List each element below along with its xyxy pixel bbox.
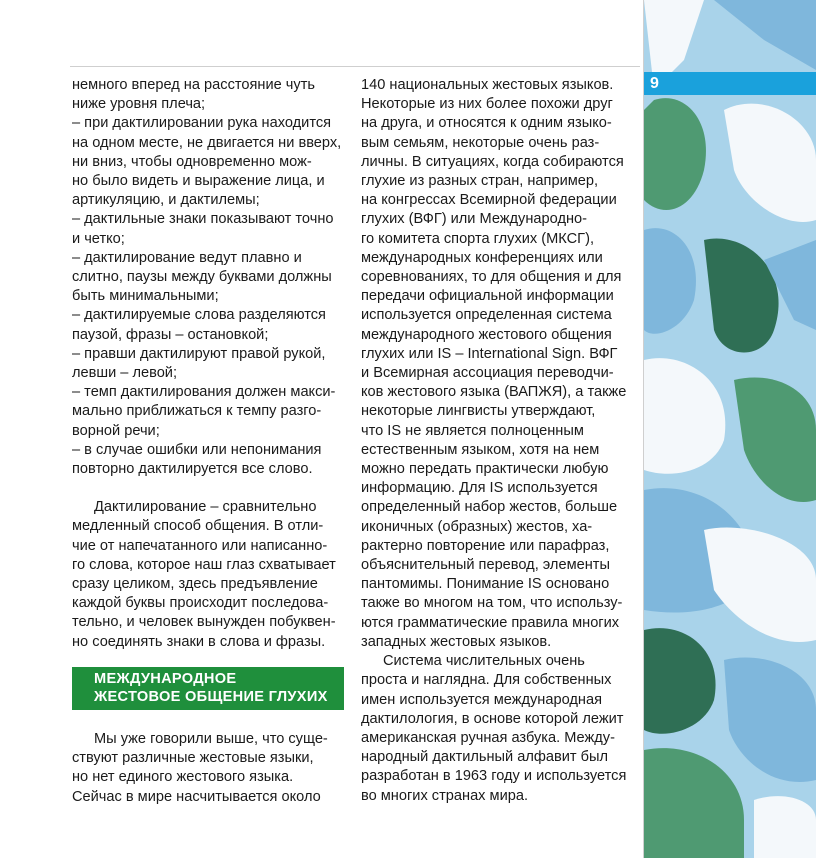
text-line: что IS не является полноценным <box>361 422 584 439</box>
text-line: но соединять знаки в слова и фразы. <box>72 633 326 650</box>
text-line: объяснительный перевод, элементы <box>361 557 610 574</box>
text-line: ни вниз, чтобы одновременно мож- <box>72 153 312 170</box>
text-line: имен используется международная <box>361 691 602 708</box>
spacer <box>72 479 347 498</box>
text-line: ются грамматические правила многих <box>361 614 620 631</box>
text-line: мально приближаться к темпу разго- <box>72 403 322 420</box>
text-line: Дактилирование – сравнительно <box>94 499 317 516</box>
text-line: вым семьям, некоторые очень раз- <box>361 134 600 151</box>
hands-illustration-svg <box>644 0 816 858</box>
text-line: иконичных (образных) жестов, ха- <box>361 518 593 535</box>
text-line: на одном месте, не двигается ни вверх, <box>72 134 342 151</box>
text-line: чие от напечатанного или написанно- <box>72 537 328 554</box>
text-line: – темп дактилирования должен макси- <box>72 384 336 401</box>
page-number-tab <box>644 72 816 95</box>
text-line: народный дактильный алфавит был <box>361 749 609 766</box>
text-line: американская ручная азбука. Между- <box>361 729 615 746</box>
text-line: на конгрессах Всемирной федерации <box>361 192 617 209</box>
text-line: западных жестовых языков. <box>361 633 552 650</box>
paragraph <box>72 498 347 652</box>
text-line: МЕЖДУНАРОДНОЕ <box>94 670 237 687</box>
page-number: 9 <box>650 75 659 92</box>
text-line: сразу целиком, здесь предъявление <box>72 576 318 593</box>
text-line: международного жестового общения <box>361 326 612 343</box>
text-line: но было видеть и выражение лица, и <box>72 173 325 190</box>
text-line: и четко; <box>72 230 125 247</box>
hand-shape <box>754 796 816 858</box>
text-line: личны. В ситуациях, когда собираются <box>361 153 624 170</box>
text-line: также во многом на том, что использу- <box>361 595 623 612</box>
text-line: Мы уже говорили выше, что суще- <box>94 730 328 747</box>
paragraph <box>72 730 347 807</box>
text-line: международных конференциях или <box>361 249 603 266</box>
text-line: 140 национальных жестовых языков. <box>361 77 614 93</box>
text-line: на друга, и относятся к одним языко- <box>361 115 612 132</box>
text-line: го комитета спорта глухих (МКСГ), <box>361 230 594 247</box>
text-line: го слова, которое наш глаз схватывает <box>72 556 336 573</box>
text-line: но нет единого жестового языка. <box>72 769 294 786</box>
text-line: Система числительных очень <box>383 653 585 670</box>
text-line: Сейчас в мире насчитывается около <box>72 788 321 805</box>
left-column <box>72 76 347 807</box>
top-rule <box>70 66 640 67</box>
text-line: соревнованиях, то для общения и для <box>361 269 622 286</box>
middle-column <box>361 76 631 806</box>
text-line: глухих (ВФГ) или Международно- <box>361 211 587 228</box>
text-line: проста и наглядна. Для собственных <box>361 672 612 689</box>
text-line: – в случае ошибки или непонимания <box>72 441 322 458</box>
text-line: разработан в 1963 году и используется <box>361 768 627 785</box>
paragraph <box>361 652 631 806</box>
text-line: быть минимальными; <box>72 288 219 305</box>
text-line: ков жестового языка (ВАПЖЯ), а также <box>361 384 627 401</box>
text-line: глухие из разных стран, например, <box>361 173 599 190</box>
text-line: каждой буквы происходит последова- <box>72 595 329 612</box>
text-line: передачи официальной информации <box>361 288 614 305</box>
list-block <box>72 76 347 479</box>
text-line: – при дактилировании рука находится <box>72 115 332 132</box>
text-line: ствуют различные жестовые языки, <box>72 750 314 767</box>
text-line: – дактилируемые слова разделяются <box>72 307 326 324</box>
text-line: пантомимы. Понимание IS основано <box>361 576 610 593</box>
text-line: слитно, паузы между буквами должны <box>72 269 332 286</box>
text-line: и Всемирная ассоциация переводчи- <box>361 365 614 382</box>
section-heading <box>72 667 344 710</box>
text-line: тельно, и человек вынужден побуквен- <box>72 614 336 631</box>
text-line: информацию. Для IS используется <box>361 480 598 497</box>
text-line: дактилология, в основе которой лежит <box>361 710 624 727</box>
text-line: – дактилирование ведут плавно и <box>72 249 302 266</box>
text-line: определенный набор жестов, больше <box>361 499 618 516</box>
text-line: медленный способ общения. В отли- <box>72 518 324 535</box>
text-line: паузой, фразы – остановкой; <box>72 326 269 343</box>
text-line: ЖЕСТОВОЕ ОБЩЕНИЕ ГЛУХИХ <box>94 688 328 705</box>
text-line: повторно дактилируется все слово. <box>72 461 313 478</box>
text-line: ворной речи; <box>72 422 160 439</box>
text-line: немного вперед на расстояние чуть <box>72 77 315 93</box>
hands-illustration <box>644 0 816 858</box>
text-line: во многих странах мира. <box>361 787 529 804</box>
text-line: – дактильные знаки показывают точно <box>72 211 334 228</box>
text-line: – правши дактилируют правой рукой, <box>72 345 326 362</box>
text-line: левши – левой; <box>72 365 178 382</box>
text-line: можно передать практически любую <box>361 461 609 478</box>
text-line: естественным языком, хотя на нем <box>361 441 600 458</box>
paragraph <box>361 76 631 652</box>
text-line: глухих или IS – International Sign. ВФГ <box>361 345 618 362</box>
text-line: используется определенная система <box>361 307 612 324</box>
text-line: Некоторые из них более похожи друг <box>361 96 613 113</box>
text-line: некоторые лингвисты утверждают, <box>361 403 596 420</box>
text-line: артикуляцию, и дактилемы; <box>72 192 260 209</box>
text-line: ниже уровня плеча; <box>72 96 206 113</box>
text-line: рактерно повторение или парафраз, <box>361 537 610 554</box>
